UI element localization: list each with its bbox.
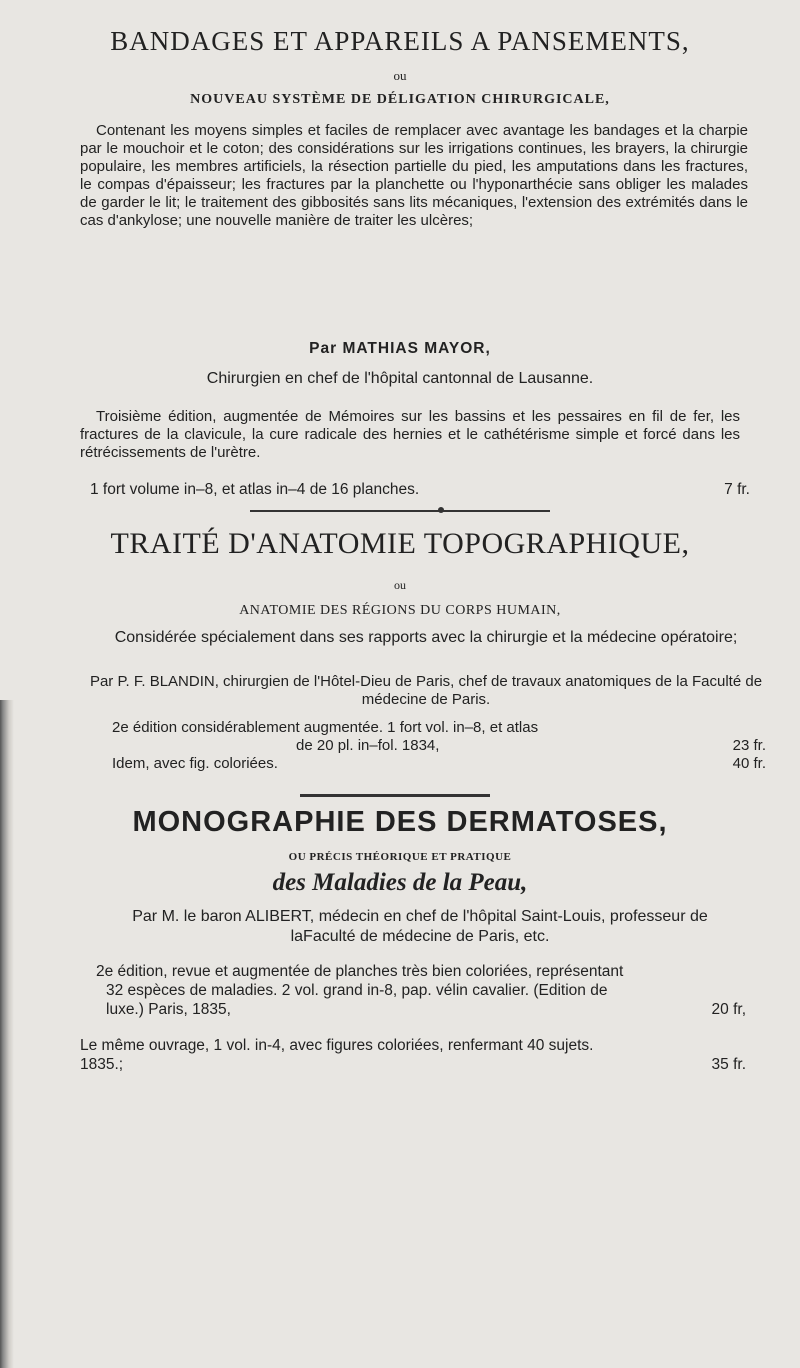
section-divider-2 [300, 794, 490, 797]
book3-edition-block [96, 962, 746, 1019]
book1-author: Par MATHIAS MAYOR, [309, 340, 491, 357]
book3-edition-price: 20 fr, [711, 1001, 746, 1018]
book3-fancy-title: des Maladies de la Peau, [272, 869, 528, 896]
book3-meme-line2: 1835.; [80, 1056, 124, 1073]
book1-price: 7 fr. [724, 481, 750, 498]
book1-subtitle: NOUVEAU SYSTÈME DE DÉLIGATION CHIRURGICALE, [190, 92, 610, 107]
book2-edition-row [112, 737, 766, 755]
book3-meme-price: 35 fr. [711, 1056, 746, 1073]
book1-ou: ou [393, 68, 407, 83]
book1-format: 1 fort volume in–8, et atlas in–4 de 16 planches. [90, 481, 420, 498]
book3-meme-block [80, 1036, 746, 1074]
book2-ou: ou [394, 578, 406, 592]
book2-title: TRAITÉ D'ANATOMIE TOPOGRAPHIQUE, [110, 527, 690, 560]
book2-edition-block [112, 719, 766, 773]
section-divider [250, 510, 550, 512]
book3-subtitle: OU PRÉCIS THÉORIQUE ET PRATIQUE [288, 851, 512, 863]
book2-idem-price: 40 fr. [732, 755, 766, 772]
book1-title: BANDAGES ET APPAREILS A PANSEMENTS, [110, 26, 690, 56]
book3-edition-row [96, 1000, 746, 1019]
book1-author-role: Chirurgien en chef de l'hôpital cantonnal de Lausanne. [206, 370, 594, 387]
book2-edition-line2: de 20 pl. in–fol. 1834, [296, 737, 440, 754]
book2-edition-price: 23 fr. [732, 737, 766, 754]
book3-edition-line1: 2e édition, revue et augmentée de planches très bien coloriées, représentant [96, 963, 624, 980]
book3-meme-row [80, 1055, 746, 1074]
book2-idem-text: Idem, avec fig. coloriées. [112, 755, 278, 772]
book3-author: Par M. le baron ALIBERT, médecin en chef de l'hôpital Saint-Louis, professeur de laFaculté de médecine de Paris, etc. [132, 908, 708, 945]
book1-description: Contenant les moyens simples et faciles de remplacer avec avantage les bandages et la charpie par le mouchoir et le coton; des considérations sur les irrigations continues, les brayers, la chirurgie populaire, les membres artificiels, la résection partielle du pied, les amputations dans les fractures, le compas d'épaisseur; les fractures par la planchette ou l'hyponarthécie sans obliger les malades de garder le lit; le traitement des gibbosités sans lits mécaniques, l'extension des extrémités dans le cas d'ankylose; une nouvelle manière de traiter les ulcères; [80, 122, 748, 229]
page-binding-shadow [0, 700, 14, 1368]
book2-edition-line1: 2e édition considérablement augmentée. 1 fort vol. in–8, et atlas [112, 719, 539, 736]
book3-edition-line2: 32 espèces de maladies. 2 vol. grand in-8, pap. vélin cavalier. (Edition de [106, 982, 608, 999]
book1-format-row [90, 481, 750, 499]
divider-ornament [438, 507, 444, 513]
book1-edition: Troisième édition, augmentée de Mémoires sur les bassins et les pessaires en fil de fer, les fractures de la clavicule, la cure radicale des hernies et le cathétérisme simple et forcé dans les rétrécissements de l'urètre. [80, 408, 740, 461]
book2-subtitle: ANATOMIE DES RÉGIONS DU CORPS HUMAIN, [239, 603, 561, 618]
book3-edition-line3: luxe.) Paris, 1835, [106, 1001, 231, 1018]
book3-meme-line1: Le même ouvrage, 1 vol. in-4, avec figures coloriées, renfermant 40 sujets. [80, 1037, 594, 1054]
book2-description: Considérée spécialement dans ses rapports avec la chirurgie et la médecine opératoire; [114, 629, 738, 646]
book2-idem-row [112, 755, 766, 773]
book2-author: Par P. F. BLANDIN, chirurgien de l'Hôtel-Dieu de Paris, chef de travaux anatomiques de la Faculté de médecine de Paris. [89, 673, 763, 708]
book3-title: MONOGRAPHIE DES DERMATOSES, [132, 806, 668, 838]
